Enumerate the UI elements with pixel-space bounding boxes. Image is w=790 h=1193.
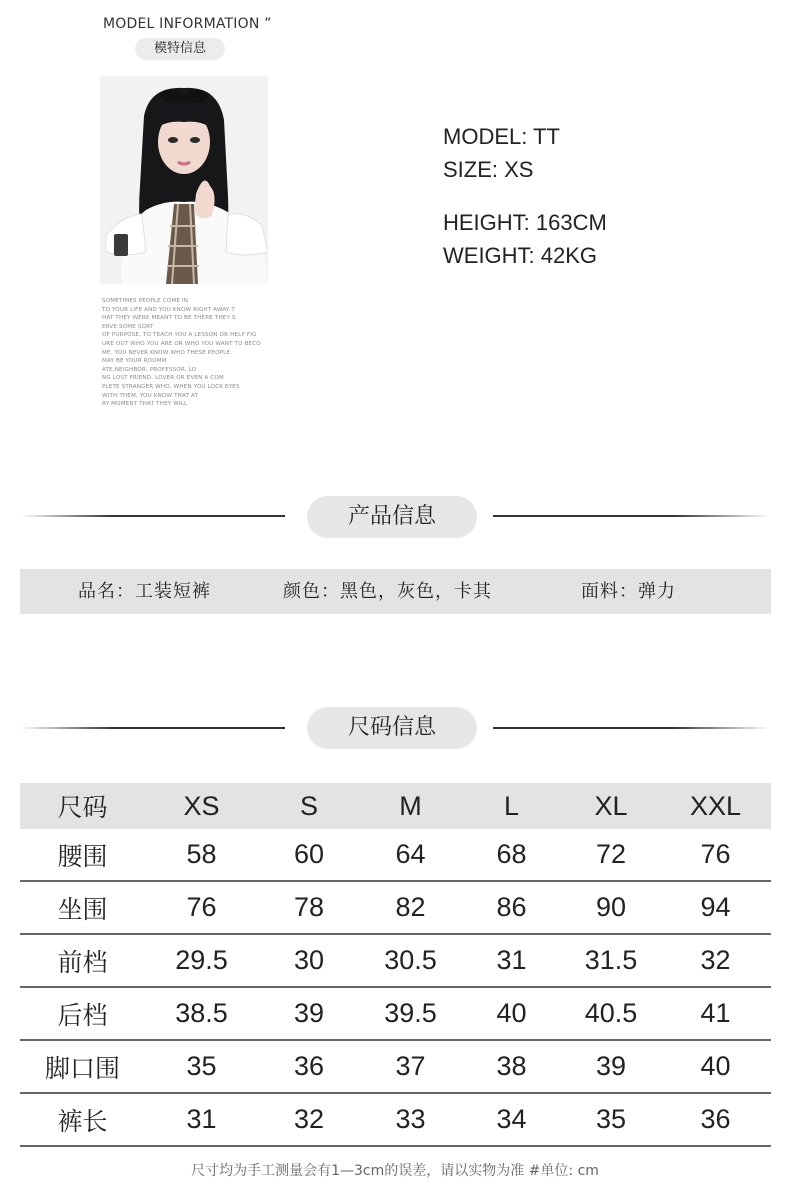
product-fabric: 面料：弹力 — [581, 581, 676, 602]
table-cell: 40 — [496, 998, 527, 1028]
model-photo — [100, 76, 268, 284]
table-cell: 82 — [395, 892, 426, 922]
table-cell: 35 — [186, 1051, 217, 1081]
table-cell: 34 — [496, 1104, 527, 1134]
table-cell: 68 — [496, 839, 527, 869]
product-info-bar — [20, 569, 771, 614]
model-info-title: MODEL INFORMATION ” — [103, 16, 272, 32]
table-cell: 41 — [700, 998, 731, 1028]
table-cell: 35 — [595, 1104, 627, 1134]
row-label: 坐围 — [57, 894, 108, 924]
table-cell: 78 — [293, 892, 325, 922]
table-cell: 90 — [595, 892, 627, 922]
column-header: 尺码 — [20, 783, 145, 829]
table-cell: 64 — [395, 839, 426, 869]
table-cell: 29.5 — [175, 945, 228, 975]
model-photo-illustration — [100, 76, 268, 284]
row-label: 裤长 — [57, 1106, 108, 1136]
poem-line: URE OUT WHO YOU ARE OR WHO YOU WANT TO BECO — [102, 340, 261, 347]
table-cell: 30 — [293, 945, 325, 975]
row-label: 腰围 — [57, 841, 108, 871]
table-row — [20, 1040, 771, 1093]
table-cell: 58 — [186, 839, 217, 869]
table-cell: 37 — [395, 1051, 426, 1081]
table-cell: 39 — [293, 998, 325, 1028]
size-info-heading: 尺码信息 — [307, 707, 477, 749]
table-cell: 32 — [293, 1104, 325, 1134]
poem-line: RY MOMENT THAT THEY WILL — [102, 401, 188, 408]
table-cell: 76 — [700, 839, 731, 869]
column-header: XL — [562, 783, 660, 829]
model-size: SIZE: XS — [443, 157, 534, 182]
row-label: 后档 — [57, 1000, 108, 1030]
row-label: 脚口围 — [44, 1053, 120, 1083]
table-cell: 38.5 — [175, 998, 228, 1028]
column-header: M — [360, 783, 461, 829]
table-row — [20, 881, 771, 934]
divider-left — [20, 727, 285, 729]
column-header: S — [258, 783, 360, 829]
size-table — [20, 783, 771, 1147]
poem-line: ME. YOU NEVER KNOW WHO THESE PEOPLE — [102, 349, 231, 356]
poem-line: MAY BE YOUR ROOMM — [102, 358, 167, 365]
poem-line: ERVE SOME SORT — [102, 323, 154, 330]
model-weight: WEIGHT: 42KG — [443, 243, 598, 268]
model-info-subtitle: 模特信息 — [135, 38, 225, 60]
decorative-poem — [102, 297, 302, 409]
divider-right — [493, 515, 770, 517]
poem-line: PLETE STRANGER WHO, WHEN YOU LOCK EYES — [102, 383, 240, 390]
poem-line: TO YOUR LIFE AND YOU KNOW RIGHT AWAY T — [102, 306, 235, 313]
table-cell: 32 — [700, 945, 731, 975]
table-cell: 40.5 — [584, 998, 638, 1028]
poem-line: ATE,NEIGHBOR, PROFESSOR, LO — [102, 366, 197, 373]
table-cell: 40 — [700, 1051, 731, 1081]
table-cell: 39 — [595, 1051, 627, 1081]
table-cell: 60 — [293, 839, 325, 869]
table-row — [20, 1093, 771, 1146]
divider-right — [493, 727, 770, 729]
table-cell: 31.5 — [584, 945, 638, 975]
product-name: 品名：工装短裤 — [78, 581, 211, 602]
table-row — [20, 934, 771, 987]
product-color: 颜色：黑色，灰色，卡其 — [283, 581, 492, 602]
table-row — [20, 987, 771, 1040]
poem-line: NG LOST FRIEND, LOVER OR EVEN A COM — [102, 375, 224, 382]
row-label: 前档 — [57, 947, 108, 977]
model-name: MODEL: TT — [443, 124, 560, 149]
poem-line: SOMETIMES PEOPLE COME IN — [102, 298, 189, 304]
column-header: XXL — [660, 783, 771, 829]
table-cell: 39.5 — [384, 998, 437, 1028]
table-cell: 72 — [595, 839, 627, 869]
poem-line: WITH THEM, YOU KNOW THAT AT — [102, 392, 199, 399]
table-cell: 30.5 — [384, 945, 437, 975]
divider-left — [20, 515, 285, 517]
column-header: XS — [145, 783, 258, 829]
product-info-heading: 产品信息 — [307, 496, 477, 538]
column-header: L — [461, 783, 562, 829]
size-table-header — [20, 783, 771, 829]
table-row — [20, 829, 771, 881]
table-cell: 36 — [293, 1051, 325, 1081]
table-cell: 76 — [186, 892, 217, 922]
poem-line: OF PURPOSE, TO TEACH YOU A LESSON OR HELP FIG — [102, 332, 257, 339]
model-height: HEIGHT: 163CM — [443, 210, 607, 235]
table-cell: 31 — [496, 945, 527, 975]
table-cell: 94 — [700, 892, 731, 922]
measurement-note: 尺寸均为手工测量会有1—3cm的误差，请以实物为准 #单位: cm — [191, 1163, 599, 1179]
table-cell: 33 — [395, 1104, 426, 1134]
table-cell: 38 — [496, 1051, 527, 1081]
table-cell: 31 — [186, 1104, 217, 1134]
table-cell: 36 — [700, 1104, 731, 1134]
table-cell: 86 — [496, 892, 527, 922]
poem-line: HAT THEY WERE MEANT TO BE THERE THEY S — [102, 315, 236, 322]
